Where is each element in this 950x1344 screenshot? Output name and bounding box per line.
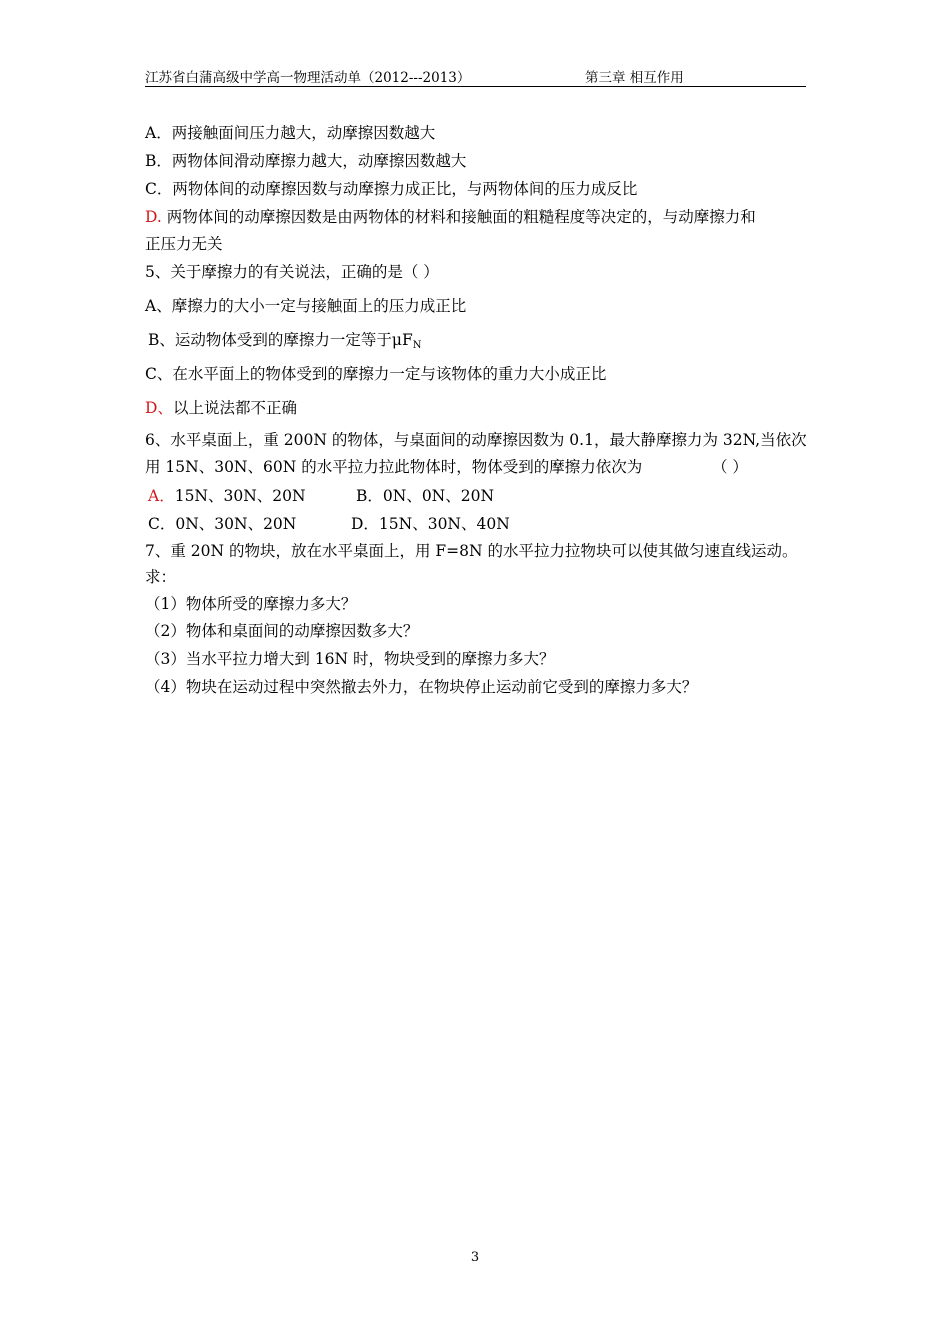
q5-option-b-subscript: N (412, 340, 422, 351)
q5-option-b-text: B、运动物体受到的摩擦力一定等于μF (148, 331, 413, 349)
q4-option-b: B．两物体间滑动摩擦力越大，动摩擦因数越大 (145, 152, 467, 170)
q5-option-b (148, 330, 421, 356)
q4-option-a: A．两接触面间压力越大，动摩擦因数越大 (145, 124, 436, 142)
q5-option-d-label: D、 (145, 399, 173, 417)
q7-part-2: （2）物体和桌面间的动摩擦因数多大？ (145, 622, 419, 640)
q6-option-b: B．0N、0N、20N (356, 487, 495, 505)
q7-stem-line-1: 7、重 20N 的物块，放在水平桌面上，用 F=8N 的水平拉力拉物块可以使其做匀速直线运动。 (145, 542, 798, 560)
q5-option-d (145, 398, 297, 418)
q7-stem-line-2: 求： (145, 568, 177, 586)
q5-option-c: C、在水平面上的物体受到的摩擦力一定与该物体的重力大小成正比 (145, 365, 607, 383)
header-title: 江苏省白蒲高级中学高一物理活动单（2012---2013） (145, 70, 471, 86)
q4-option-d-continued: 正压力无关 (145, 235, 223, 253)
page-number: 3 (470, 1250, 480, 1265)
q5-option-d-text: 以上说法都不正确 (172, 399, 297, 417)
q4-option-c: C．两物体间的动摩擦因数与动摩擦力成正比，与两物体间的压力成反比 (145, 180, 638, 198)
q4-option-d-text: 两物体间的动摩擦因数是由两物体的材料和接触面的粗糙程度等决定的，与动摩擦力和 (166, 208, 756, 226)
q4-option-d-label: D. (145, 208, 162, 226)
q6-stem-line-2: 用 15N、30N、60N 的水平拉力拉此物体时，物体受到的摩擦力依次为 (145, 458, 643, 476)
q6-option-d: D．15N、30N、40N (351, 515, 510, 533)
q6-answer-bracket: （ ） (712, 458, 748, 476)
q5-stem: 5、关于摩擦力的有关说法，正确的是（ ） (145, 263, 439, 281)
q6-option-a-label: A． (148, 487, 175, 505)
q7-part-4: （4）物块在运动过程中突然撤去外力，在物块停止运动前它受到的摩擦力多大？ (145, 678, 698, 696)
q4-option-d (145, 207, 756, 227)
q6-option-a-text: 15N、30N、20N (174, 487, 306, 505)
q6-option-a (148, 486, 306, 506)
page-header (145, 66, 806, 87)
q7-part-1: （1）物体所受的摩擦力多大？ (145, 595, 357, 613)
q5-option-a: A、摩擦力的大小一定与接触面上的压力成正比 (145, 297, 467, 315)
q6-option-c: C．0N、30N、20N (148, 515, 297, 533)
header-chapter: 第三章 相互作用 (585, 70, 684, 86)
q6-stem-line-1: 6、水平桌面上，重 200N 的物体，与桌面间的动摩擦因数为 0.1，最大静摩擦力为 32N,当依次 (145, 431, 807, 449)
q7-part-3: （3）当水平拉力增大到 16N 时，物块受到的摩擦力多大？ (145, 650, 555, 668)
